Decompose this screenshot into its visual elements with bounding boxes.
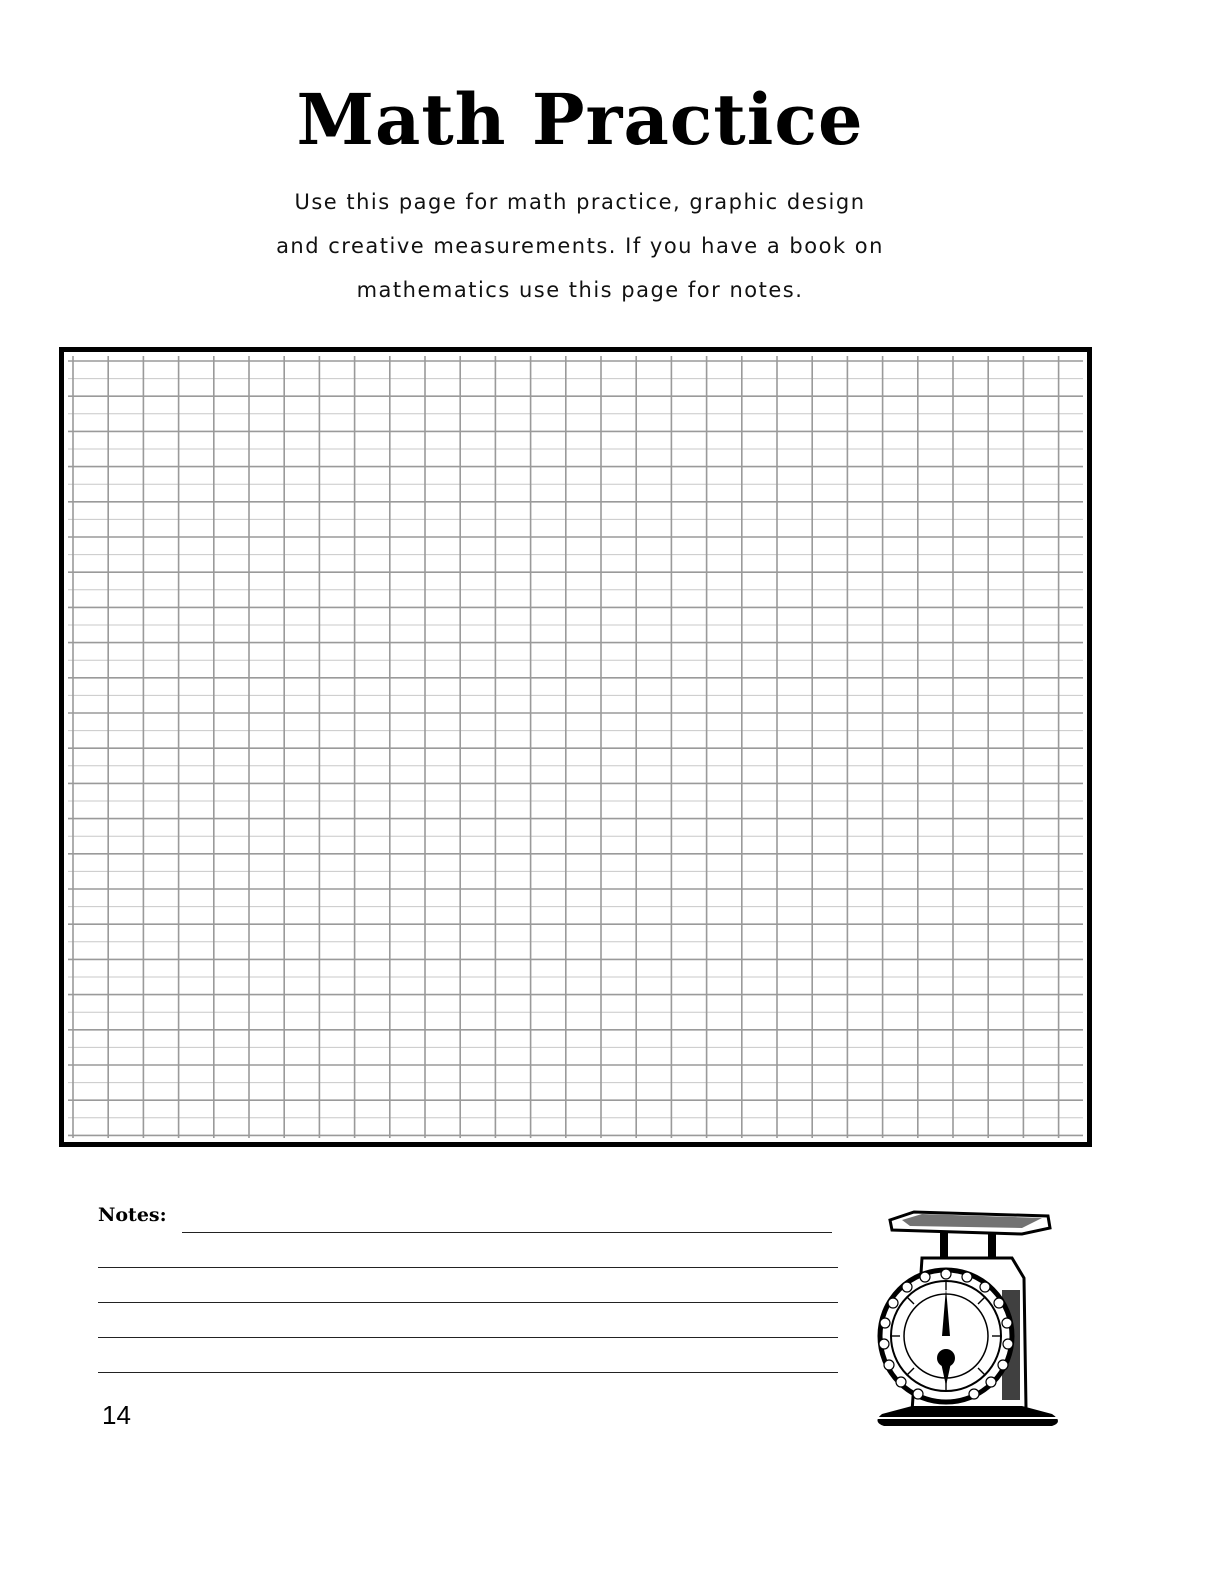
graph-paper-grid[interactable] xyxy=(59,347,1092,1147)
kitchen-scale-icon xyxy=(862,1208,1072,1443)
graph-grid-lines xyxy=(68,356,1083,1138)
intro-line-2: and creative measurements. If you have a book on xyxy=(276,234,884,258)
note-line[interactable] xyxy=(98,1302,838,1303)
note-line[interactable] xyxy=(98,1337,838,1338)
intro-text xyxy=(250,184,910,316)
page-number: 14 xyxy=(102,1400,131,1430)
notes-row-2 xyxy=(98,1239,858,1274)
note-line[interactable] xyxy=(182,1232,832,1233)
notes-row-1 xyxy=(98,1204,858,1239)
intro-line-3: mathematics use this page for notes. xyxy=(356,278,804,302)
notes-row-4 xyxy=(98,1309,858,1344)
notes-section xyxy=(98,1204,858,1379)
notes-label: Notes: xyxy=(98,1204,167,1226)
notes-row-3 xyxy=(98,1274,858,1309)
notes-row-5 xyxy=(98,1344,858,1379)
note-line[interactable] xyxy=(98,1372,838,1373)
intro-line-1: Use this page for math practice, graphic design xyxy=(294,190,866,214)
note-line[interactable] xyxy=(98,1267,838,1268)
page-title: Math Practice xyxy=(296,78,864,161)
